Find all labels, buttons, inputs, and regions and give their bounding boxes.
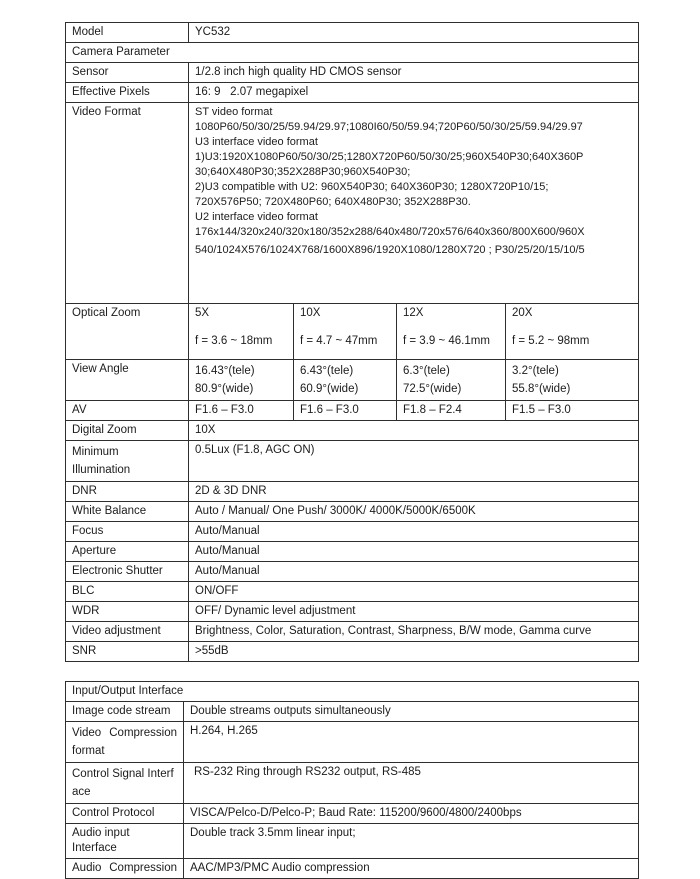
sensor-value: 1/2.8 inch high quality HD CMOS sensor (189, 63, 639, 83)
digital-zoom-value: 10X (189, 421, 639, 441)
electronic-shutter-value: Auto/Manual (189, 562, 639, 582)
snr-value: >55dB (189, 642, 639, 662)
av-12x: F1.8 – F2.4 (397, 401, 506, 421)
row-video-adjustment (66, 622, 639, 642)
blc-value: ON/OFF (189, 582, 639, 602)
zoom-ratio: 5X (195, 307, 210, 319)
dnr-value: 2D & 3D DNR (189, 482, 639, 502)
focus-value: Auto/Manual (189, 522, 639, 542)
optical-zoom-label: Optical Zoom (66, 304, 189, 360)
io-interface-table (65, 681, 639, 879)
video-format-line: ST video format (195, 106, 273, 118)
minimum-illumination-value: 0.5Lux (F1.8, AGC ON) (189, 441, 639, 482)
control-signal-interface-label (66, 763, 184, 804)
row-aperture (66, 542, 639, 562)
tele-angle: 3.2°(tele) (512, 365, 559, 377)
audio-input-interface-value: Double track 3.5mm linear input; (184, 824, 639, 859)
av-20x: F1.5 – F3.0 (506, 401, 639, 421)
audio-compression-value: AAC/MP3/PMC Audio compression (184, 859, 639, 879)
model-label: Model (66, 23, 189, 43)
row-model (66, 23, 639, 43)
row-snr (66, 642, 639, 662)
white-balance-value: Auto / Manual/ One Push/ 3000K/ 4000K/5000K/6500K (189, 502, 639, 522)
view-angle-10x (294, 360, 397, 401)
row-focus (66, 522, 639, 542)
sensor-label: Sensor (66, 63, 189, 83)
aperture-value: Auto/Manual (189, 542, 639, 562)
video-compression-value: H.264, H.265 (184, 722, 639, 763)
effective-pixels-value: 16: 9 2.07 megapixel (189, 83, 639, 103)
audio-input-interface-label: Audio input Interface (66, 824, 184, 859)
wdr-value: OFF/ Dynamic level adjustment (189, 602, 639, 622)
dnr-label: DNR (66, 482, 189, 502)
video-adjustment-value: Brightness, Color, Saturation, Contrast, Sharpness, B/W mode, Gamma curve (189, 622, 639, 642)
row-audio-input-interface (66, 824, 639, 859)
video-format-line: 540/1024X576/1024X768/1600X896/1920X1080/1280X720 ; P30/25/20/15/10/5 (195, 244, 585, 256)
row-view-angle (66, 360, 639, 401)
av-5x: F1.6 – F3.0 (189, 401, 294, 421)
spec-sheet (65, 22, 638, 879)
video-format-line: 176x144/320x240/320x180/352x288/640x480/720x576/640x360/800X600/960X (195, 226, 585, 238)
row-electronic-shutter (66, 562, 639, 582)
row-av (66, 401, 639, 421)
label-line: Audio Compression (72, 862, 177, 874)
effective-pixels-label: Effective Pixels (66, 83, 189, 103)
wdr-label: WDR (66, 602, 189, 622)
row-white-balance (66, 502, 639, 522)
image-code-stream-label: Image code stream (66, 702, 184, 722)
av-label: AV (66, 401, 189, 421)
row-optical-zoom (66, 304, 639, 360)
video-format-line: 720X576P50; 720X480P60; 640X480P30; 352X288P30. (195, 196, 471, 208)
row-io-header (66, 682, 639, 702)
control-signal-interface-value: RS-232 Ring through RS232 output, RS-485 (184, 763, 639, 804)
row-minimum-illumination (66, 441, 639, 482)
zoom-ratio: 20X (512, 307, 533, 319)
camera-parameter-header: Camera Parameter (66, 43, 639, 63)
tele-angle: 16.43°(tele) (195, 365, 255, 377)
optical-zoom-5x (189, 304, 294, 360)
video-adjustment-label: Video adjustment (66, 622, 189, 642)
wide-angle: 72.5°(wide) (403, 383, 462, 395)
blc-label: BLC (66, 582, 189, 602)
row-audio-compression (66, 859, 639, 879)
row-effective-pixels (66, 83, 639, 103)
video-format-line: U2 interface video format (195, 211, 318, 223)
aperture-label: Aperture (66, 542, 189, 562)
focus-label: Focus (66, 522, 189, 542)
label-line: Video Compression (72, 727, 177, 739)
wide-angle: 55.8°(wide) (512, 383, 571, 395)
focal-length: f = 5.2 ~ 98mm (512, 335, 590, 347)
video-format-line: 1080P60/50/30/25/59.94/29.97;1080I60/50/59.94;720P60/50/30/25/59.94/29.97 (195, 121, 583, 133)
wide-angle: 60.9°(wide) (300, 383, 359, 395)
video-format-line: U3 interface video format (195, 136, 318, 148)
focal-length: f = 3.6 ~ 18mm (195, 335, 273, 347)
row-video-compression (66, 722, 639, 763)
control-protocol-label: Control Protocol (66, 804, 184, 824)
row-sensor (66, 63, 639, 83)
audio-compression-label (66, 859, 184, 879)
video-format-line: 2)U3 compatible with U2: 960X540P30; 640X360P30; 1280X720P10/15; (195, 181, 549, 193)
focal-length: f = 3.9 ~ 46.1mm (403, 335, 490, 347)
row-camera-parameter (66, 43, 639, 63)
row-image-code-stream (66, 702, 639, 722)
view-angle-label: View Angle (66, 360, 189, 401)
camera-parameter-table (65, 22, 639, 662)
row-wdr (66, 602, 639, 622)
label-line: Illumination (72, 464, 131, 476)
zoom-ratio: 10X (300, 307, 321, 319)
label-line: format (72, 745, 105, 757)
row-control-signal-interface (66, 763, 639, 804)
video-compression-label (66, 722, 184, 763)
label-line: Control Signal Interf (72, 768, 174, 780)
video-format-line: 30;640X480P30;352X288P30;960X540P30; (195, 166, 411, 178)
wide-angle: 80.9°(wide) (195, 383, 254, 395)
row-digital-zoom (66, 421, 639, 441)
optical-zoom-20x (506, 304, 639, 360)
label-line: ace (72, 786, 91, 798)
minimum-illumination-label (66, 441, 189, 482)
row-blc (66, 582, 639, 602)
view-angle-5x (189, 360, 294, 401)
optical-zoom-12x (397, 304, 506, 360)
tele-angle: 6.3°(tele) (403, 365, 450, 377)
zoom-ratio: 12X (403, 307, 424, 319)
row-dnr (66, 482, 639, 502)
focal-length: f = 4.7 ~ 47mm (300, 335, 378, 347)
digital-zoom-label: Digital Zoom (66, 421, 189, 441)
white-balance-label: White Balance (66, 502, 189, 522)
optical-zoom-10x (294, 304, 397, 360)
row-control-protocol (66, 804, 639, 824)
view-angle-12x (397, 360, 506, 401)
av-10x: F1.6 – F3.0 (294, 401, 397, 421)
video-format-value (189, 103, 639, 304)
image-code-stream-value: Double streams outputs simultaneously (184, 702, 639, 722)
snr-label: SNR (66, 642, 189, 662)
video-format-line: 1)U3:1920X1080P60/50/30/25;1280X720P60/50/30/25;960X540P30;640X360P (195, 151, 584, 163)
control-protocol-value: VISCA/Pelco-D/Pelco-P; Baud Rate: 115200/9600/4800/2400bps (184, 804, 639, 824)
tele-angle: 6.43°(tele) (300, 365, 354, 377)
row-video-format (66, 103, 639, 304)
model-value: YC532 (189, 23, 639, 43)
view-angle-20x (506, 360, 639, 401)
electronic-shutter-label: Electronic Shutter (66, 562, 189, 582)
video-format-label: Video Format (66, 103, 189, 304)
label-line: Minimum (72, 446, 119, 458)
io-interface-header: Input/Output Interface (66, 682, 639, 702)
